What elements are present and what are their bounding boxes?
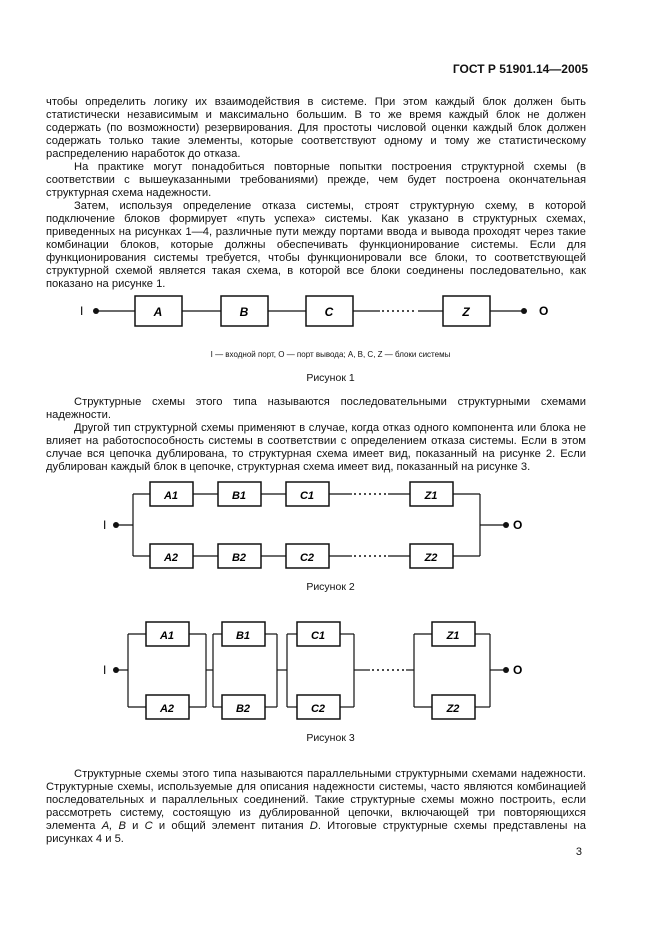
paragraph-6-elements-ab: A, B (101, 820, 126, 832)
document-header: ГОСТ Р 51901.14—2005 (452, 62, 588, 76)
fig1-block-c-label: C (324, 305, 334, 319)
fig1-output-port (521, 308, 527, 314)
figure-2-diagram (0, 472, 661, 582)
paragraph-6-common: и общий элемент питания (152, 820, 310, 832)
paragraph-6-element-c: C (144, 820, 153, 832)
fig1-caption: Рисунок 1 (306, 372, 355, 384)
paragraph-1: чтобы определить логику их взаимодействия в системе. При этом каждый блок должен быть статистически независимым и максимально большим. В то же время каждый блок не должен содержать (по возможности) резервирования. Для простоты числовой оценки каждый блок должен содержать только такие элементы, которые соответствуют одному и тому же статистическому распределению наработок до отказа. (46, 96, 586, 160)
paragraph-6-main: Структурные схемы этого типа называются параллельными структурными схемами надежности. Структурные схемы, используемые для описания надежности системы, часто являются комбинацией последовательных и параллельных соединений. Такие структурные схемы можно построить, если рассмотреть систему, состоящую из дублированной цепочки, включающей три повторяющихся элемента (46, 768, 586, 832)
fig1-block-b-label: B (239, 305, 249, 319)
paragraph-6-end: . Итоговые структурные схемы представлены на рисунках 4 и 5. (46, 820, 587, 845)
fig2-input-label: I (103, 518, 107, 532)
page-number: 3 (575, 846, 582, 858)
fig2-block-a1-label: A1 (163, 490, 179, 502)
paragraph-3: Затем, используя определение отказа системы, строят структурную схему, в которой подключение блоков формирует «путь успеха» системы. Как указано в структурных схемах, приведенных на рисунках 1—4, различные пути между портами ввода и вывода проходят через такие комбинации блоков, которые должны обеспечивать функционирование системы. Если для функционирования системы требуется, чтобы функционировали все блоки, то соответствующей структурной схемой является такая схема, в которой все блоки соединены последовательно, как показано на рисунке 1. (46, 200, 586, 290)
fig2-output-label: O (513, 518, 523, 532)
fig3-block-c1-label: C1 (310, 630, 326, 642)
fig1-block-a-label: A (153, 305, 163, 319)
fig2-input-port (113, 522, 119, 528)
fig3-block-b1-label: B1 (235, 630, 251, 642)
fig2-output-port (503, 522, 509, 528)
fig2-block-c2-label: C2 (299, 552, 315, 564)
fig1-input-label: I (80, 304, 84, 318)
fig3-output-port (503, 667, 509, 673)
fig2-block-c1-label: C1 (299, 490, 315, 502)
text-block-bottom (46, 768, 586, 846)
paragraph-2: На практике могут понадобиться повторные попытки построения структурной схемы (в соответствии с вышеуказанными требованиями) прежде, чем будет построена окончательная структурная схема надежности. (46, 161, 586, 199)
fig2-block-b2-label: B2 (231, 552, 247, 564)
fig2-block-z1-label: Z1 (424, 490, 438, 502)
paragraph-6-and: и (125, 820, 145, 832)
fig2-block-b1-label: B1 (231, 490, 247, 502)
fig1-legend: I — входной порт, O — порт вывода; A, B, C, Z — блоки системы (210, 350, 451, 359)
fig3-input-label: I (103, 663, 107, 677)
text-block-top (46, 96, 586, 291)
paragraph-6-element-d: D (309, 820, 318, 832)
paragraph-4: Структурные схемы этого типа называются последовательными структурными схемами надежности. (46, 396, 586, 421)
paragraph-6 (46, 768, 586, 846)
fig1-output-label: O (539, 304, 549, 318)
fig3-block-a2-label: A2 (159, 703, 175, 715)
fig3-block-z2-label: Z2 (446, 703, 460, 715)
fig3-output-label: O (513, 663, 523, 677)
figure-3-diagram (0, 614, 661, 724)
fig2-block-a2-label: A2 (163, 552, 179, 564)
figure-1-diagram (0, 292, 661, 332)
fig3-block-a1-label: A1 (159, 630, 175, 642)
fig1-block-z-label: Z (462, 305, 470, 319)
text-block-middle (46, 396, 586, 474)
fig3-block-b2-label: B2 (235, 703, 251, 715)
paragraph-5: Другой тип структурной схемы применяют в случае, когда отказ одного компонента или блока не влияет на работоспособность системы в соответствии с определением отказа системы. Если в этом случае вся цепочка дублирована, то структурная схема имеет вид, показанный на рисунке 2. Если дублирован каждый блок в цепочке, структурная схема имеет вид, показанный на рисунке 3. (46, 422, 586, 473)
fig3-block-z1-label: Z1 (446, 630, 460, 642)
fig3-block-c2-label: C2 (310, 703, 326, 715)
fig3-caption: Рисунок 3 (306, 732, 355, 744)
fig2-block-z2-label: Z2 (424, 552, 438, 564)
fig2-caption: Рисунок 2 (306, 581, 355, 593)
